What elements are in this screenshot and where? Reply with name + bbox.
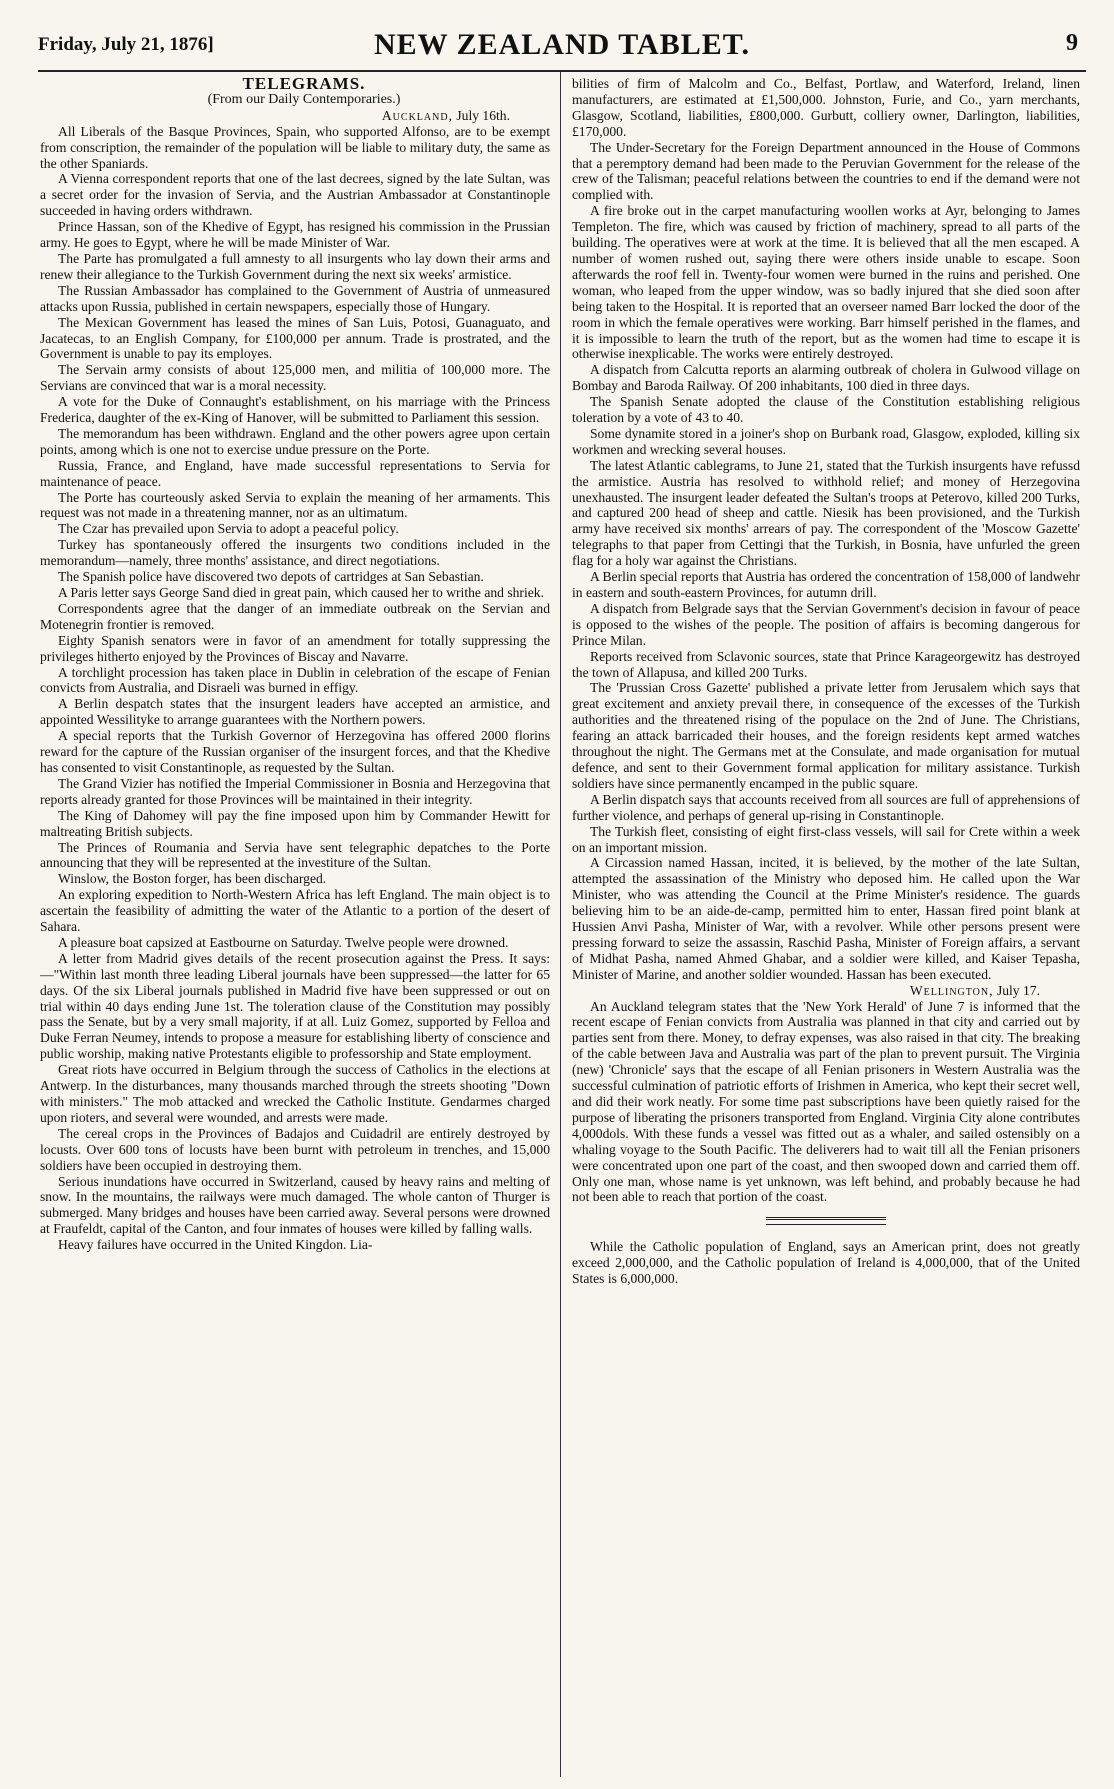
article-paragraph: The Spanish police have discovered two depots of cartridges at San Sebastian. <box>58 569 484 585</box>
dateline-place: Wellington, <box>909 982 994 998</box>
masthead-rule <box>38 70 1086 72</box>
article-paragraph: Turkey has spontaneously offered the insurgents two conditions included in the memorandum—namely, three months' assistance, and direct negotiations. <box>40 537 550 569</box>
article-paragraph: The Servain army consists of about 125,000 men, and militia of 100,000 more. The Servians are convinced that war is a moral necessity. <box>40 362 550 394</box>
article-paragraph: Prince Hassan, son of the Khedive of Egypt, has resigned his commission in the Prussian army. He goes to Egypt, where he will be made Minister of War. <box>40 219 550 251</box>
article-paragraph: The Russian Ambassador has complained to the Government of Austria of unmeasured attacks upon Russia, published in certain newspapers, especially those of Hungary. <box>40 282 550 314</box>
column-divider <box>560 72 561 1777</box>
section-divider <box>766 1217 886 1225</box>
article-paragraph: Eighty Spanish senators were in favor of an amendment for totally suppressing the privileges hitherto enjoyed by the Provinces of Biscay and Navarre. <box>40 632 550 664</box>
article-paragraph: A Paris letter says George Sand died in great pain, which caused her to writhe and shriek. <box>58 585 544 600</box>
dateline-date: July 17. <box>996 982 1040 998</box>
masthead <box>38 26 1086 66</box>
issue-date: Friday, July 21, 1876] <box>38 34 214 55</box>
article-paragraph: The 'Prussian Cross Gazette' published a private letter from Jerusalem which says that great excitement and anxiety prevail there, in consequence of the excesses of the Turkish authorities and the threatened rising of the populace on the 2nd of June. The Christians, fearing an attack barricaded their houses, and the foreign residents kept armed watches throughout the night. The Germans met at the Consulate, and made organisation for mutual defence, and sent to their Government formal application for military assistance. Turkish soldiers have since permanently encamped in the public square. <box>572 680 1080 791</box>
article-paragraph: The Grand Vizier has notified the Imperial Commissioner in Bosnia and Herzegovina that reports already granted for those Provinces will be maintained in their integrity. <box>40 775 550 807</box>
article-paragraph: All Liberals of the Basque Provinces, Spain, who supported Alfonso, are to be exempt from conscription, the remainder of the population will be liable to military duty, the same as the other Spaniards. <box>40 123 550 171</box>
article-paragraph: A dispatch from Belgrade says that the Servian Government's decision in favour of peace is opposed to the wishes of the people. The position of affairs is becoming dangerous for Prince Milan. <box>572 600 1080 648</box>
article-paragraph: The Parte has promulgated a full amnesty to all insurgents who lay down their arms and renew their allegiance to the Turkish Government during the next six weeks' armistice. <box>40 250 550 282</box>
article-paragraph: Russia, France, and England, have made successful representations to Servia for maintenance of peace. <box>40 457 550 489</box>
article-paragraph: A dispatch from Calcutta reports an alarming outbreak of cholera in Gulwood village on Bombay and Baroda Railway. Of 200 inhabitants, 100 died in three days. <box>572 362 1080 394</box>
article-paragraph: bilities of firm of Malcolm and Co., Belfast, Portlaw, and Waterford, Ireland, linen manufacturers, are estimated at £1,500,000. Johnston, Furie, and Co., yarn merchants, Glasgow, Scotland, liabilities, £800,000. Gurbutt, colliery owner, Darlington, liabilities, £170,000. <box>572 76 1080 139</box>
closing-paragraph: While the Catholic population of England, says an American print, does not greatly exceed 2,000,000, and the Catholic population of Ireland is 4,000,000, that of the United States is 6,000,000. <box>572 1239 1080 1287</box>
article-paragraph: A Berlin special reports that Austria has ordered the concentration of 158,000 of landwehr in eastern and south-eastern Provinces, for autumn drill. <box>572 569 1080 600</box>
article-paragraph: The Under-Secretary for the Foreign Department announced in the House of Commons that a peremptory demand had been made to the Peruvian Government for the release of the crew of the Talisman; peaceful relations between the countries to end if the demand were not complied with. <box>572 139 1080 203</box>
right-paragraphs-b <box>572 999 1080 1206</box>
article-paragraph: The memorandum has been withdrawn. England and the other powers agree upon certain points, among which is one not to exercise undue pressure on the Porte. <box>40 425 550 457</box>
article-paragraph: The Spanish Senate adopted the clause of the Constitution establishing religious toleration by a vote of 43 to 40. <box>572 394 1080 426</box>
page-number: 9 <box>1066 30 1078 56</box>
newspaper-title: NEW ZEALAND TABLET. <box>373 28 751 61</box>
dateline-place: Auckland, <box>381 107 453 123</box>
article-paragraph: The cereal crops in the Provinces of Badajos and Cuidadril are entirely destroyed by locusts. Over 600 tons of locusts have been burnt with petroleum in trenches, and 15,000 soldiers have been occupied in destroying them. <box>40 1125 550 1173</box>
article-paragraph: Some dynamite stored in a joiner's shop on Burbank road, Glasgow, exploded, killing six workmen and wrecking several houses. <box>572 425 1080 457</box>
article-paragraph: A Berlin dispatch says that accounts received from all sources are full of apprehensions of further violence, and perhaps of general up-rising in Constantinople. <box>572 791 1080 823</box>
article-paragraph: The Czar has prevailed upon Servia to adopt a peaceful policy. <box>58 521 399 537</box>
article-paragraph: The Mexican Government has leased the mines of San Luis, Potosi, Guanaguato, and Jacatecas, to an English Company, for £100,000 per annum. Trade is prostrated, and the Government is unable to pay its employes. <box>40 314 550 362</box>
article-paragraph: Serious inundations have occurred in Switzerland, caused by heavy rains and melting of snow. In the mountains, the railways were much damaged. The whole canton of Thurger is submerged. Many bridges and houses have been carried away. Several persons were drowned at Fraufeldt, capital of the Canton, and four inmates of houses were killed by falling walls. <box>40 1173 550 1237</box>
dateline-wellington <box>572 983 1080 999</box>
article-paragraph: The Porte has courteously asked Servia to explain the meaning of her armaments. This request was not made in a threatening manner, nor as an ultimatum. <box>40 489 550 521</box>
article-paragraph: An exploring expedition to North-Western Africa has left England. The main object is to ascertain the feasibility of admitting the water of the Atlantic to a portion of the desert of Sahara. <box>40 887 550 935</box>
section-title: TELEGRAMS. <box>242 76 366 93</box>
article-paragraph: A fire broke out in the carpet manufacturing woollen works at Ayr, belonging to James Templeton. The fire, which was caused by friction of machinery, spread to all parts of the building. The operatives were at work at the time. It is believed that all the men escaped. A number of women rushed out, saying there were others inside unable to escape. Soon afterwards the roof fell in. Twenty-four women were burned in the ruins and perished. One woman, who leaped from the upper window, was so badly injured that she died soon after being taken to the Hospital. It is reported that an overseer named Barr locked the door of the room in which the female operatives were working. Barr himself perished in the flames, and it is impossible to learn the truth of the report, but as the women had time to escape it is otherwise inexplicable. The works were entirely destroyed. <box>572 203 1080 362</box>
article-paragraph: Great riots have occurred in Belgium through the success of Catholics in the elections at Antwerp. In the disturbances, many thousands marched through the streets shooting "Down with ministers." The mob attacked and wrecked the Catholic Institute. Gendarmes charged upon rioters, and several were wounded, and arrests were made. <box>40 1062 550 1125</box>
dateline-date: July 16th. <box>456 107 510 123</box>
article-paragraph: The Princes of Roumania and Servia have sent telegraphic depatches to the Porte announcing that they will be represented at the investiture of the Sultan. <box>40 839 550 871</box>
left-paragraphs <box>40 124 550 1253</box>
right-column <box>572 76 1080 1776</box>
article-paragraph: A vote for the Duke of Connaught's establishment, on his marriage with the Princess Frederica, daughter of the ex-King of Hanover, will be submitted to Parliament this session. <box>40 394 550 426</box>
article-paragraph: The King of Dahomey will pay the fine imposed upon him by Commander Hewitt for maltreating British subjects. <box>40 807 550 839</box>
article-paragraph: A Vienna correspondent reports that one of the last decrees, signed by the late Sultan, was a secret order for the invasion of Servia, and the Austrian Ambassador at Constantinople succeeded in having orders withdrawn. <box>40 171 550 219</box>
article-paragraph: A Circassion named Hassan, incited, it is believed, by the mother of the late Sultan, attempted the assassination of the Ministry who deposed him. He called upon the War Minister, who was attending the Council at the Prime Minister's residence. The guards believing him to be an aide-de-camp, permitted him to enter, Hassan fired point blank at Hussien Anvi Pasha, Minister of War, with a revolver. While other persons present were pressing forward to seize the assassin, Raschid Pasha, Minister of Foreign affairs, a servant of Midhat Pasha, named Ahmed Ghabar, and a soldier were killed, and Kaiser Tepasha, Minister of Marine, and another soldier wounded. Hassan has been executed. <box>572 855 1080 982</box>
article-paragraph: Reports received from Sclavonic sources, state that Prince Karageorgewitz has destroyed the town of Allapusa, and killed 200 Turks. <box>572 648 1080 680</box>
article-paragraph: A torchlight procession has taken place in Dublin in celebration of the escape of Fenian convicts from Australia, and Disraeli was burned in effigy. <box>40 664 550 696</box>
right-paragraphs-a <box>572 76 1080 983</box>
article-paragraph: The latest Atlantic cablegrams, to June 21, stated that the Turkish insurgents have refussd the armistice. Austria has resolved to withhold relief; and money of Herzegovina unexhausted. The insurgent leader defeated the Sultan's troops at Peterovo, killed 200 Turks, and captured 200 head of sheep and cattle. Niesik has been provisioned, and the Turkish army have received six months' arrears of pay. The correspondent of the 'Moscow Gazette' telegraphs to that paper from Cettingi that the Turkish, in Bosnia, have unfurled the green flag for a holy war against the Christians. <box>572 457 1080 569</box>
article-paragraph: An Auckland telegram states that the 'New York Herald' of June 7 is informed that the recent escape of Fenian convicts from Australia was planned in that city and carried out by parties sent from there. Money, to defray expenses, was also raised in that city. The breaking of the cable between Java and Australia was part of the plan to prevent pursuit. The Virginia (new) 'Chronicle' says that the escape of all Fenian prisoners in Western Australia was the successful culmination of patriotic efforts of Irishmen in America, who kept their secret well, and did their work neatly. For some time past subscriptions have been quietly raised for the purpose of liberating the prisoners transported from England. Virginia City alone contributes 4,000dols. With these funds a vessel was fitted out as a whaler, and sailed ostensibly on a whaling voyage to the South Pacific. The deliverers had to wait till all the Fenian prisoners were concentrated upon one part of the coast, and then swooped down and carried them off. Only one man, whose name is yet unknown, was left behind, and probably because he had not been able to reach that portion of the coast. <box>572 998 1080 1205</box>
article-paragraph: A letter from Madrid gives details of the recent prosecution against the Press. It says:—"Within last month three leading Liberal journals have been suppressed—the latter for 65 days. Of the six Liberal journals published in Madrid five have been suppressed or out on trial within 40 days ending June 1st. The toleration clause of the Constitution may possibly pass the Senate, but by a very small majority, if at all. Luiz Gomez, supported by Felloa and Duke Ferran Neumey, intends to propose a measure for establishing liberty of conscience and public worship, making native Protestants eligible to professorship and State employment. <box>40 950 550 1062</box>
section-subtitle: (From our Daily Contemporaries.) <box>207 91 401 107</box>
article-paragraph: Winslow, the Boston forger, has been discharged. <box>58 871 327 887</box>
dateline-auckland <box>40 108 550 124</box>
article-paragraph: A special reports that the Turkish Governor of Herzegovina has offered 2000 florins reward for the capture of the Russian organiser of the insurgent forces, and that the Khedive has consented to visit Constantinople, as requested by the Sultan. <box>40 728 550 775</box>
left-column <box>40 76 550 1776</box>
article-paragraph: A Berlin despatch states that the insurgent leaders have accepted an armistice, and appointed Wessilityke to arrange guarantees with the Northern powers. <box>40 696 550 728</box>
article-paragraph: A pleasure boat capsized at Eastbourne on Saturday. Twelve people were drowned. <box>58 934 509 950</box>
article-paragraph: The Turkish fleet, consisting of eight first-class vessels, will sail for Crete within a week on an important mission. <box>572 823 1080 855</box>
article-paragraph: Correspondents agree that the danger of an immediate outbreak on the Servian and Motenegrin frontier is removed. <box>40 600 550 632</box>
article-paragraph: Heavy failures have occurred in the United Kingdon. Lia- <box>58 1237 373 1253</box>
